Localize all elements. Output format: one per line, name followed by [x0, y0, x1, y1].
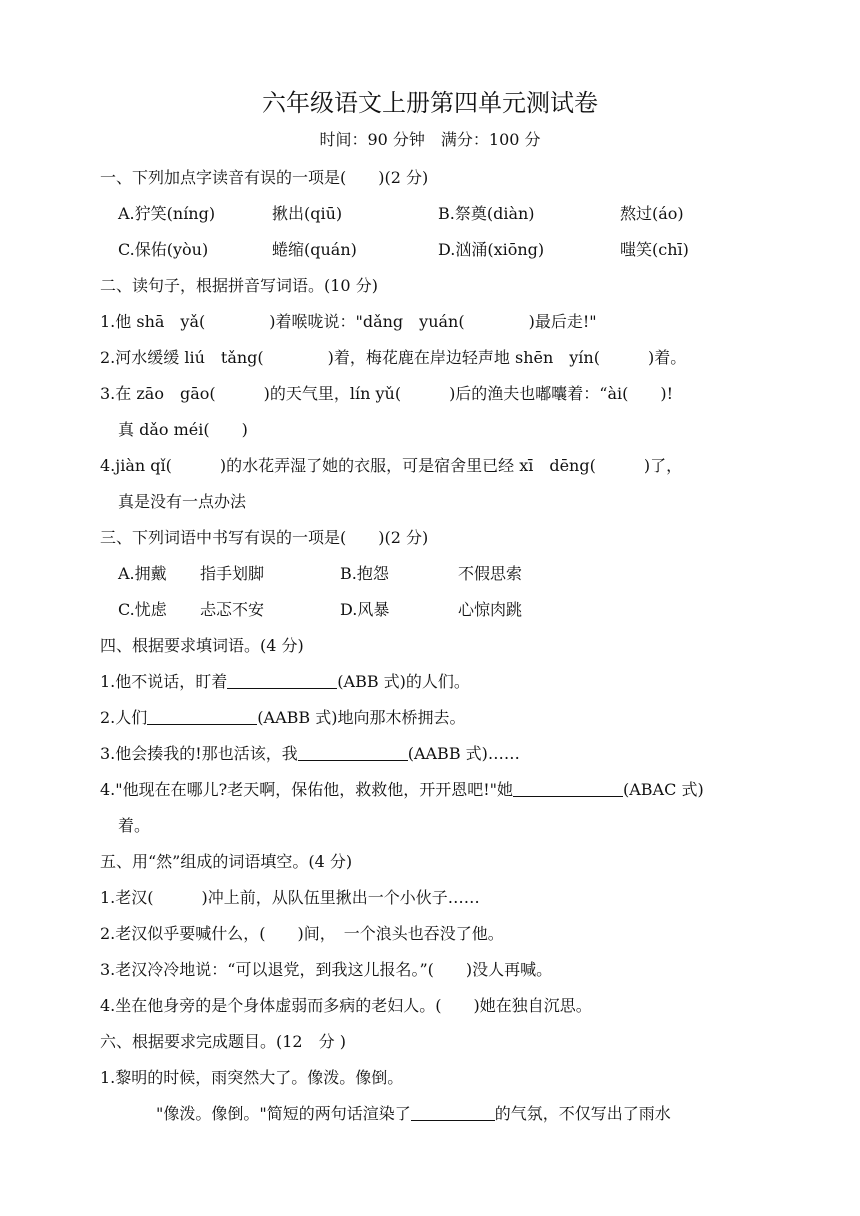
- question-4-4-text-b: (ABAC 式): [623, 780, 704, 799]
- answer-blank: [147, 708, 257, 725]
- option-b-2: 熬过(áo): [620, 204, 684, 223]
- answer-blank: [298, 744, 408, 761]
- question-4-4-text-a: 4."他现在在哪儿?老天啊，保佑他，救救他，开开恩吧!"她: [100, 780, 513, 799]
- question-4-2-text-b: (AABB 式)地向那木桥拥去。: [257, 708, 466, 727]
- option-d-word-2: 心惊肉跳: [458, 600, 523, 619]
- question-6-1-text-a: "像泼。像倒。"简短的两句话渲染了: [156, 1104, 411, 1123]
- question-4-3-text-b: (AABB 式)……: [407, 744, 520, 763]
- section-1-heading: 一、下列加点字读音有误的一项是( )(2 分): [100, 168, 429, 187]
- question-4-1: [100, 672, 470, 692]
- question-6-1: 1.黎明的时候，雨突然大了。像泼。像倒。: [100, 1068, 404, 1087]
- section-3-heading: 三、下列词语中书写有误的一项是( )(2 分): [100, 528, 429, 547]
- option-b-1: B.祭奠(diàn): [438, 204, 535, 223]
- question-2-2: 2.河水缓缓 liú tǎng( )着，梅花鹿在岸边轻声地 shēn yín( )着。: [100, 348, 687, 367]
- option-b-word-1: B.抱怨: [340, 564, 389, 583]
- question-5-2: 2.老汉似乎要喊什么，( )间， 一个浪头也吞没了他。: [100, 924, 504, 943]
- question-2-4: 4.jiàn qǐ( )的水花弄湿了她的衣服，可是宿舍里已经 xī dēng( )了，: [100, 456, 683, 475]
- option-a-2: 揪出(qiū): [272, 204, 343, 223]
- question-2-4-cont: 真是没有一点办法: [118, 492, 247, 511]
- answer-blank: [227, 672, 337, 689]
- option-a-word-2: 指手划脚: [200, 564, 265, 583]
- section-5-heading: 五、用“然”组成的词语填空。(4 分): [100, 852, 353, 871]
- page-title: 六年级语文上册第四单元测试卷: [262, 89, 598, 117]
- option-c-2: 蜷缩(quán): [272, 240, 357, 259]
- section-2-heading: 二、读句子，根据拼音写词语。(10 分): [100, 276, 378, 295]
- question-4-4: [100, 780, 704, 800]
- question-4-2: [100, 708, 465, 728]
- exam-time-score: 时间：90 分钟 满分：100 分: [319, 130, 541, 149]
- question-4-3: [100, 744, 520, 764]
- question-5-4: 4.坐在他身旁的是个身体虚弱而多病的老妇人。( )她在独自沉思。: [100, 996, 592, 1015]
- question-2-3: 3.在 zāo gāo( )的天气里，lín yǔ( )后的渔夫也嘟囔着：“ài( )!: [100, 384, 674, 403]
- question-4-1-text-a: 1.他不说话，盯着: [100, 672, 228, 691]
- section-4-heading: 四、根据要求填词语。(4 分): [100, 636, 304, 655]
- answer-blank: [411, 1104, 495, 1121]
- question-2-3-cont: 真 dǎo méi( ): [118, 420, 248, 439]
- option-a-word-1: A.拥戴: [118, 564, 167, 583]
- option-d-word-1: D.风暴: [340, 600, 390, 619]
- option-b-word-2: 不假思索: [458, 564, 523, 583]
- question-4-4-cont: 着。: [118, 816, 151, 835]
- question-6-1-prompt: [156, 1104, 671, 1124]
- question-4-2-text-a: 2.人们: [100, 708, 148, 727]
- option-d-1: D.汹涌(xiōng): [438, 240, 545, 259]
- option-d-2: 嗤笑(chī): [620, 240, 689, 259]
- option-a-1: A.狞笑(níng): [118, 204, 216, 223]
- option-c-word-2: 忐忑不安: [200, 600, 265, 619]
- question-4-1-text-b: (ABB 式)的人们。: [337, 672, 470, 691]
- question-5-1: 1.老汉( )冲上前，从队伍里揪出一个小伙子……: [100, 888, 480, 907]
- option-c-1: C.保佑(yòu): [118, 240, 209, 259]
- question-6-1-text-b: 的气氛，不仅写出了雨水: [494, 1104, 671, 1123]
- question-2-1: 1.他 shā yǎ( )着喉咙说："dǎng yuán( )最后走!": [100, 312, 597, 331]
- question-4-3-text-a: 3.他会揍我的!那也活该，我: [100, 744, 298, 763]
- section-6-heading: 六、根据要求完成题目。(12 分 ): [100, 1032, 346, 1051]
- question-5-3: 3.老汉冷冷地说：“可以退党，到我这儿报名。”( )没人再喊。: [100, 960, 553, 979]
- answer-blank: [513, 780, 623, 797]
- option-c-word-1: C.忧虑: [118, 600, 167, 619]
